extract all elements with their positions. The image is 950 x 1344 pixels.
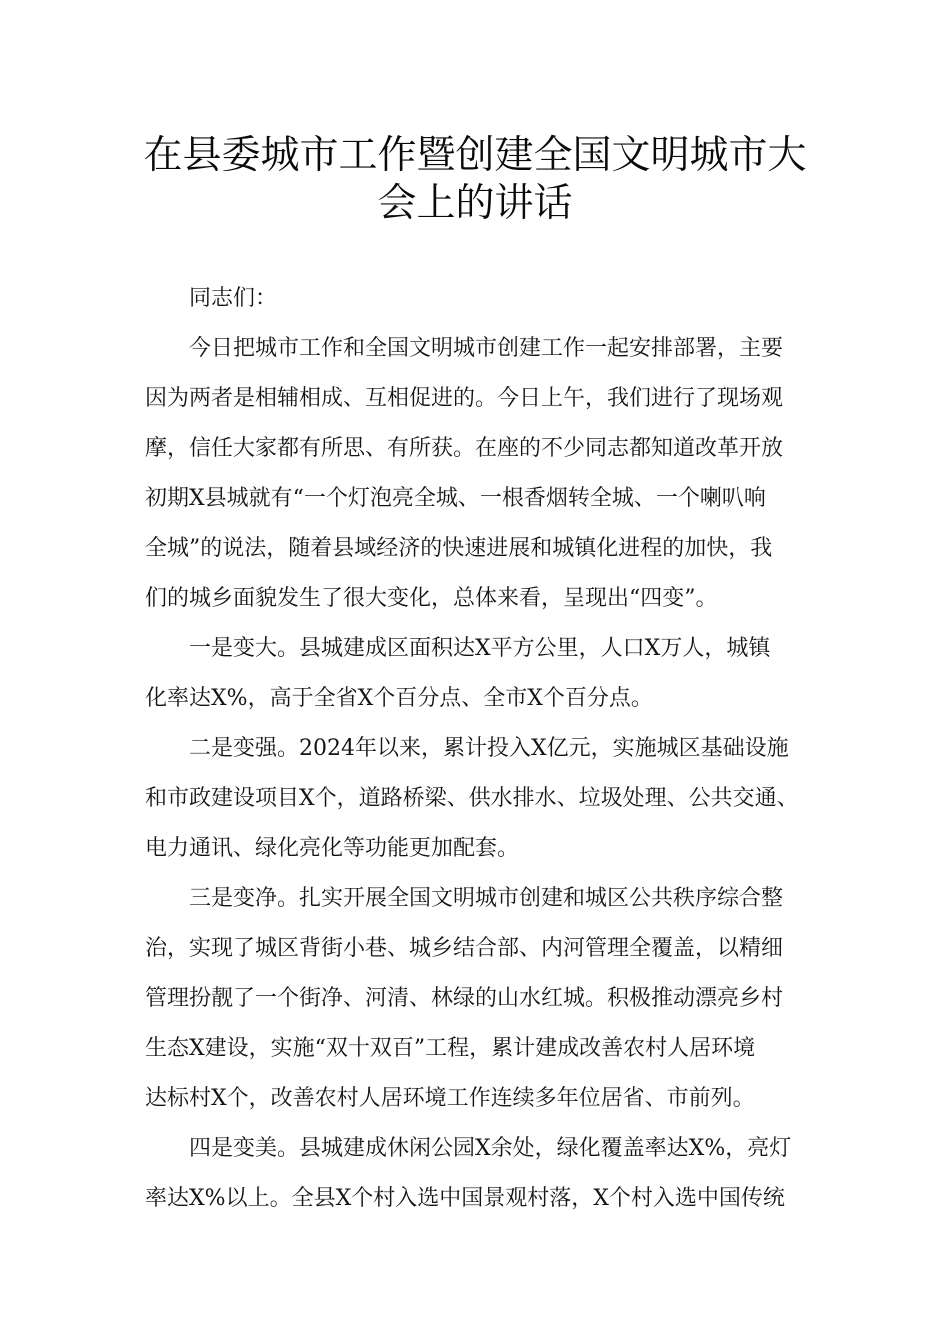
body-text-line: 摩，信任大家都有所思、有所获。在座的不少同志都知道改革开放: [145, 436, 784, 461]
body-text-line: 达标村X个，改善农村人居环境工作连续多年位居省、市前列。: [145, 1086, 755, 1111]
body-text-line: 因为两者是相辅相成、互相促进的。今日上午，我们进行了现场观: [145, 386, 784, 411]
body-text-line: 今日把城市工作和全国文明城市创建工作一起安排部署，主要: [145, 336, 784, 361]
body-text-line: 二是变强。2024年以来，累计投入X亿元，实施城区基础设施: [145, 736, 789, 761]
document-title-line-1: 在县委城市工作暨创建全国文明城市大: [143, 133, 807, 178]
body-text-line: 管理扮靓了一个街净、河清、林绿的山水红城。积极推动漂亮乡村: [145, 986, 784, 1011]
body-text-line: 化率达X%，高于全省X个百分点、全市X个百分点。: [145, 686, 653, 711]
body-text-line: 电力通讯、绿化亮化等功能更加配套。: [145, 836, 520, 861]
body-text-line: 初期X县城就有“一个灯泡亮全城、一根香烟转全城、一个喇叭响: [145, 486, 766, 511]
body-text-line: 治，实现了城区背街小巷、城乡结合部、内河管理全覆盖，以精细: [145, 936, 784, 961]
body-text-line: 生态X建设，实施“双十双百”工程，累计建成改善农村人居环境: [145, 1036, 756, 1061]
body-text-line: 全城”的说法，随着县域经济的快速进展和城镇化进程的加快，我: [145, 536, 773, 561]
document-title-line-2: 会上的讲话: [377, 181, 573, 226]
body-text-line: 同志们：: [145, 286, 278, 311]
body-text-line: 和市政建设项目X个，道路桥梁、供水排水、垃圾处理、公共交通、: [145, 786, 799, 811]
body-text-line: 一是变大。县城建成区面积达X平方公里，人口X万人，城镇: [145, 636, 771, 661]
body-text-line: 四是变美。县城建成休闲公园X余处，绿化覆盖率达X%，亮灯: [145, 1136, 792, 1161]
body-text-line: 率达X%以上。全县X个村入选中国景观村落，X个村入选中国传统: [145, 1186, 785, 1211]
body-text-line: 三是变净。扎实开展全国文明城市创建和城区公共秩序综合整: [145, 886, 784, 911]
body-text-line: 们的城乡面貌发生了很大变化，总体来看，呈现出“四变”。: [145, 586, 718, 611]
